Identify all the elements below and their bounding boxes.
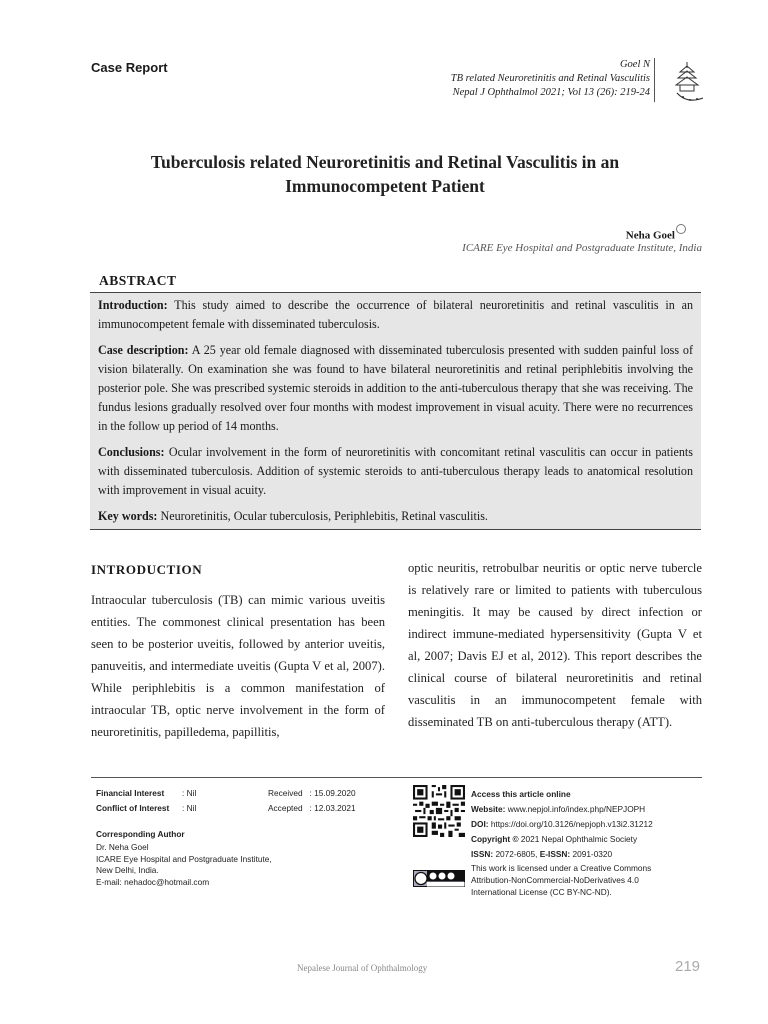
doi-label: DOI: <box>471 819 489 829</box>
corresponding-author-institute: ICARE Eye Hospital and Postgraduate Institute, <box>96 853 272 864</box>
license-line-3: International License (CC BY-NC-ND). <box>471 887 612 897</box>
journal-logo-icon <box>675 60 705 104</box>
issn-label: ISSN: <box>471 849 494 859</box>
corresponding-author-label: Corresponding Author <box>96 829 185 839</box>
corresponding-author-name: Dr. Neha Goel <box>96 842 149 852</box>
introduction-right-column: optic neuritis, retrobulbar neuritis or optic nerve tubercle is relatively rare or limited to patients with tuberculous meningitis. It may be caused by direct infection or indirect immune-mediated hypersensitivity (Gupta V et al, 2007; Davis EJ et al, 2012). This report describes the clinical course of bilateral neuroretinitis and retinal vasculitis in an immunocompetent female with disseminated TB on anti-tuberculous therapy (ATT). <box>408 561 702 729</box>
author-line <box>626 224 686 242</box>
corresponding-author-city: New Delhi, India. <box>96 865 159 875</box>
footer-rule <box>91 777 702 778</box>
running-title: TB related Neuroretinitis and Retinal Vasculitis <box>450 73 650 84</box>
abstract-introduction-text: This study aimed to describe the occurrence of bilateral neuroretinitis and retinal vasculitis in an immunocompetent female with disseminated tuberculosis. <box>98 298 693 331</box>
introduction-heading: INTRODUCTION <box>91 562 203 577</box>
abstract-conclusions <box>98 443 693 500</box>
citation: Nepal J Ophthalmol 2021; Vol 13 (26): 219-24 <box>452 87 650 98</box>
issn-line <box>471 847 653 862</box>
copyright-value: 2021 Nepal Ophthalmic Society <box>518 834 638 844</box>
header-divider <box>654 58 655 102</box>
article-title: Tuberculosis related Neuroretinitis and Retinal Vasculitis in an Immunocompetent Patient <box>150 152 620 196</box>
financial-interest-value: : Nil <box>182 788 197 798</box>
eissn-label: E-ISSN: <box>539 849 571 859</box>
issn-value: 2072-6805, <box>493 849 540 859</box>
corresponding-author <box>96 827 272 888</box>
financial-interest-label <box>96 786 164 801</box>
running-header <box>451 58 650 100</box>
access-online-label: Access this article online <box>471 789 571 799</box>
doi-line <box>471 817 653 832</box>
abstract-case-text: A 25 year old female diagnosed with disseminated tuberculosis presented with sudden painful loss of vision bilaterally. On examination she was found to have bilateral neuroretinitis and retinal periphlebitis involving the posterior pole. She was prescribed systemic steroids in addition to the anti-tuberculous therapy that she was receiving. The fundus lesions gradually resolved over four months with modest improvement in visual acuity. There were no recurrences in the follow up period of 14 months. <box>98 343 693 433</box>
abstract-keywords-label: Key words: <box>98 509 158 523</box>
license-line-1: This work is licensed under a Creative Commons <box>471 863 652 873</box>
eissn-value: 2091-0320 <box>570 849 613 859</box>
running-author: Goel N <box>619 59 650 70</box>
conflict-interest-value: : Nil <box>182 803 197 813</box>
abstract-introduction-label: Introduction: <box>98 298 168 312</box>
conflict-interest-label-text: Conflict of Interest <box>96 803 170 813</box>
author-name: Neha Goel <box>625 229 675 242</box>
abstract-case-label: Case description: <box>98 343 189 357</box>
abstract-heading: ABSTRACT <box>99 273 177 288</box>
creative-commons-icon[interactable] <box>413 870 465 887</box>
website-line <box>471 802 653 817</box>
abstract-box <box>90 292 701 530</box>
introduction-left-column: Intraocular tuberculosis (TB) can mimic various uveitis entities. The commonest clinical presentation has been seen to be posterior uveitis, followed by anterior uveitis, panuveitis, and intermediate uveitis (Gupta V et al, 2007). While periphlebitis is a common manifestation of intraocular TB, optic nerve involvement in the form of neuroretinitis, papilledema, papillitis, <box>91 593 385 739</box>
abstract-keywords-text: Neuroretinitis, Ocular tuberculosis, Periphlebitis, Retinal vasculitis. <box>157 509 488 523</box>
abstract-case <box>98 341 693 436</box>
footer-journal-name: Nepalese Journal of Ophthalmology <box>297 963 428 973</box>
financial-interest-label-text: Financial Interest <box>96 788 165 798</box>
conflict-interest-label <box>96 801 169 816</box>
copyright-label: Copyright © <box>471 834 519 844</box>
abstract-introduction <box>98 296 693 334</box>
author-affiliation: ICARE Eye Hospital and Postgraduate Institute, India <box>462 242 702 254</box>
copyright-line <box>471 832 653 847</box>
accepted-date: Accepted : 12.03.2021 <box>268 803 356 813</box>
abstract-conclusions-text: Ocular involvement in the form of neuroretinitis with concomitant retinal vasculitis can occur in patients with disseminated tuberculosis. Addition of systemic steroids to anti-tuberculous therapy leads to anatomical resolution with improvement in visual acuity. <box>98 445 693 497</box>
website-label: Website: <box>471 804 506 814</box>
license-line-2: Attribution-NonCommercial-NoDerivatives 4.0 <box>471 875 639 885</box>
orcid-icon[interactable] <box>676 224 686 234</box>
abstract-keywords <box>98 507 693 526</box>
access-online <box>471 787 653 898</box>
section-label: Case Report <box>91 60 168 75</box>
received-date: Received : 15.09.2020 <box>268 788 356 798</box>
corresponding-author-email[interactable]: E-mail: nehadoc@hotmail.com <box>96 876 210 887</box>
website-link[interactable]: www.nepjol.info/index.php/NEPJOPH <box>505 804 646 814</box>
page-number: 219 <box>675 958 701 975</box>
doi-link[interactable]: https://doi.org/10.3126/nepjoph.v13i2.31212 <box>488 819 653 829</box>
qr-code-icon[interactable] <box>413 785 465 837</box>
abstract-conclusions-label: Conclusions: <box>98 445 165 459</box>
